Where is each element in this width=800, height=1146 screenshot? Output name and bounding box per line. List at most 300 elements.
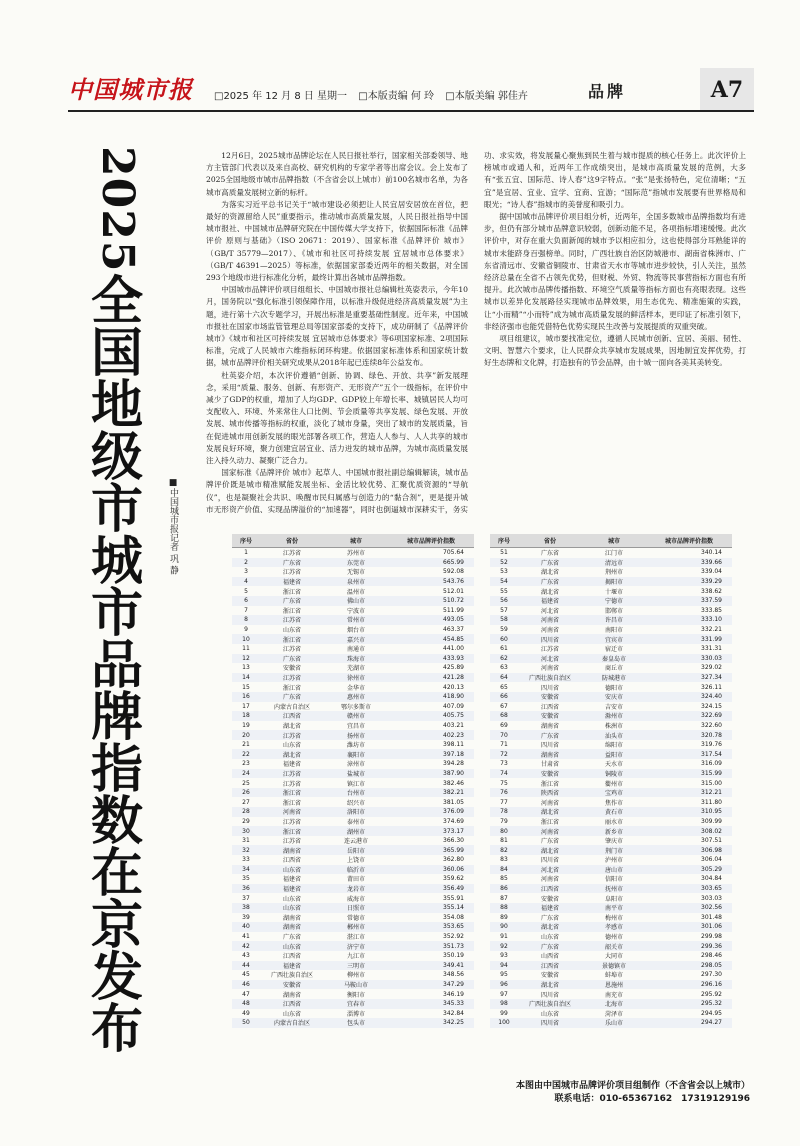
province-cell: 浙江省: [282, 684, 301, 692]
rank-cell: 67: [500, 702, 508, 710]
city-cell: 佛山市: [324, 596, 388, 606]
province-cell: 广东省: [260, 654, 324, 664]
city-cell: 温州市: [346, 588, 365, 596]
rank-cell: 26: [232, 788, 260, 798]
table-row: [490, 769, 732, 779]
score-cell: 402.23: [388, 730, 474, 740]
rank-cell: 1: [244, 549, 248, 557]
rank-cell: 81: [500, 837, 508, 845]
score-cell: 493.05: [388, 615, 474, 625]
city-cell: 清远市: [582, 558, 646, 568]
province-cell: 湖北省: [518, 845, 582, 855]
score-cell: 310.95: [646, 807, 732, 817]
score-cell: 366.30: [443, 837, 464, 845]
rank-cell: 95: [500, 971, 508, 979]
rank-cell: 97: [500, 990, 508, 998]
city-cell: 惠州市: [324, 692, 388, 702]
city-cell: 上饶市: [346, 857, 365, 865]
province-cell: 浙江省: [260, 826, 324, 836]
score-cell: 512.01: [443, 587, 464, 595]
table-row: [490, 865, 732, 875]
city-cell: 宜宾市: [582, 634, 646, 644]
page-number: A7: [700, 68, 754, 112]
score-cell: 315.99: [646, 769, 732, 779]
score-cell: 301.06: [646, 922, 732, 932]
table-row: [232, 970, 474, 980]
rank-cell: 40: [232, 922, 260, 932]
rank-cell: 23: [242, 760, 250, 768]
rank-cell: 3: [244, 568, 248, 576]
table-row: [232, 941, 474, 951]
province-cell: 湖北省: [518, 807, 582, 817]
city-cell: 郴州市: [324, 922, 388, 932]
issue-editor: □本版责编 何 玲: [358, 91, 435, 102]
city-cell: 北海市: [582, 999, 646, 1009]
rank-cell: 22: [232, 749, 260, 759]
province-cell: 江苏省: [282, 646, 301, 654]
table-row: [232, 903, 474, 913]
rank-cell: 58: [490, 615, 518, 625]
rank-cell: 31: [242, 837, 250, 845]
article-paragraph: 国家标准《品牌评价 城市》起草人、中国城市报社副总编辑解读，城市品牌评价既是城市精准赋能发展坐标、金活比较优势、汇聚优质资源的“导航仪”，也是凝聚社会共识、唤醒市民归属感与创造力的“黏合剂”，更是提升城市无形资产价值、实现品牌溢价的“加速器”，同时也倒逼城市深耕实干，务实功、求实效，将发展量心聚焦到民生着与城市提质的核心任务上。此次评价上榜城市或通人和，近两年工作成绩突出，是城市高质量发展的范例，大多有“张五宜、国际范、诗人春”这9字特点。“张”是张扬特色，定位清晰；“五宜”是宜居、宜业、宜学、宜商、宜游；“国际范”指城市发展要有世界格局和眼光；“诗人春”指城市的美誉度和吸引力。: [206, 151, 746, 514]
province-cell: 江苏省: [540, 646, 559, 654]
province-cell: 山东省: [282, 742, 301, 750]
rank-cell: 18: [232, 711, 260, 721]
province-cell: 山东省: [540, 1010, 559, 1018]
city-cell: 芜湖市: [346, 665, 365, 673]
rank-cell: 55: [500, 587, 508, 595]
column-header: 序号: [232, 534, 260, 548]
table-row: [232, 980, 474, 990]
score-cell: 337.59: [646, 596, 732, 606]
city-cell: 秦皇岛市: [582, 654, 646, 664]
province-cell: 浙江省: [282, 588, 301, 596]
province-cell: 广东省: [282, 934, 301, 942]
province-cell: 浙江省: [260, 634, 324, 644]
table-row: [490, 874, 732, 884]
city-cell: 宜春市: [324, 999, 388, 1009]
score-cell: 342.84: [443, 1009, 464, 1017]
rank-cell: 33: [242, 856, 250, 864]
province-cell: 广西壮族自治区: [518, 673, 582, 683]
footer-note: [480, 1080, 750, 1106]
table-row: [232, 673, 474, 683]
table-row: [232, 596, 474, 606]
province-cell: 江西省: [260, 711, 324, 721]
rank-cell: 25: [242, 779, 250, 787]
rank-cell: 62: [490, 654, 518, 664]
city-cell: 淄博市: [346, 1010, 365, 1018]
column-header: 省份: [260, 534, 324, 548]
city-cell: 龙岩市: [324, 884, 388, 894]
city-cell: 南平市: [582, 903, 646, 913]
score-cell: 355.14: [388, 903, 474, 913]
score-cell: 405.75: [388, 711, 474, 721]
province-cell: 福建省: [518, 903, 582, 913]
city-cell: 荆州市: [604, 569, 623, 577]
table-row: [232, 788, 474, 798]
province-cell: 湖北省: [540, 569, 559, 577]
table-row: [232, 989, 474, 999]
province-cell: 山东省: [260, 941, 324, 951]
province-cell: 湖北省: [540, 588, 559, 596]
score-cell: 374.69: [443, 817, 464, 825]
rank-cell: 24: [232, 769, 260, 779]
table-row: [232, 759, 474, 769]
province-cell: 江苏省: [260, 673, 324, 683]
city-cell: 乐山市: [582, 1018, 646, 1028]
province-cell: 江苏省: [260, 769, 324, 779]
table-row: [232, 1018, 474, 1028]
province-cell: 浙江省: [540, 780, 559, 788]
city-cell: 许昌市: [582, 615, 646, 625]
table-row: [490, 913, 732, 923]
score-cell: 322.60: [701, 721, 722, 729]
city-cell: 泉州市: [324, 577, 388, 587]
city-cell: 柳州市: [346, 972, 365, 980]
city-cell: 湛江市: [346, 934, 365, 942]
province-cell: 广东省: [260, 596, 324, 606]
score-cell: 463.37: [443, 626, 464, 634]
province-cell: 四川省: [518, 634, 582, 644]
article-paragraph: 杜英姿介绍，本次评价遵循“创新、协调、绿色、开放、共享”新发展理念，采用“质量、服务、创新、有形资产、无形资产”五个一级指标，在评价中减少了GDP的权重，增加了人均GDP、GDP较上年增长率、城镇居民人均可支配收入、环境、外来常住人口比例、节会质量等共享发展、绿色发展、开放发展、城市传播等指标的权重，淡化了城市身量，突出了城市的发展质量，旨在促进城市用创新发展的眼光部署各项工作，营造人人参与、人人共享的城市发展良好环境，聚力创建宜居宜业、活力迸发的城市品牌，为城市高质量发展注入持久动力、凝聚广泛合力。: [206, 370, 468, 466]
city-cell: 盐城市: [324, 769, 388, 779]
table-row: [490, 749, 732, 759]
table-row: [490, 788, 732, 798]
province-cell: 浙江省: [260, 788, 324, 798]
score-cell: 307.51: [701, 837, 722, 845]
score-cell: 387.90: [388, 769, 474, 779]
city-cell: 常德市: [346, 914, 365, 922]
rank-cell: 5: [244, 587, 248, 595]
province-cell: 福建省: [282, 761, 301, 769]
rank-cell: 54: [490, 577, 518, 587]
table-row: [232, 817, 474, 827]
province-cell: 广东省: [518, 941, 582, 951]
rank-cell: 91: [500, 933, 508, 941]
score-cell: 365.99: [388, 845, 474, 855]
score-cell: 510.72: [388, 596, 474, 606]
score-cell: 297.30: [701, 971, 722, 979]
rank-cell: 100: [490, 1018, 518, 1028]
province-cell: 安徽省: [540, 895, 559, 903]
rank-cell: 28: [232, 807, 260, 817]
rank-cell: 92: [490, 941, 518, 951]
rank-cell: 88: [490, 903, 518, 913]
province-cell: 湖北省: [260, 749, 324, 759]
province-cell: 四川省: [540, 684, 559, 692]
rank-cell: 30: [232, 826, 260, 836]
score-cell: 397.18: [388, 749, 474, 759]
score-cell: 511.99: [443, 606, 464, 614]
table-row: [490, 836, 732, 846]
city-cell: 南充市: [604, 991, 623, 999]
city-cell: 南通市: [346, 646, 365, 654]
table-row: [232, 586, 474, 596]
city-cell: 嘉兴市: [324, 634, 388, 644]
table-row: [490, 797, 732, 807]
city-cell: 荆门市: [582, 845, 646, 855]
city-cell: 东莞市: [324, 558, 388, 568]
score-cell: 454.85: [388, 634, 474, 644]
rank-cell: 42: [232, 941, 260, 951]
score-cell: 333.85: [701, 606, 722, 614]
article-paragraph: 为落实习近平总书记关于“城市建设必须把让人民宜居安居放在首位，把最好的资源留给人民”重要指示，推动城市高质量发展，人民日报社指导中国城市报社、中国城市品牌研究院在中国传媒大学支持下，依据国际标准《品牌评价 原则与基础》（ISO 20671：2019）、国家标准《品牌评价 城市》（GB/T 35779—2017）、《城市和社区可持续发展 宜居城市总体要求》（GB/T 46391—2025）等标准，依据国家部委近两年的相关数据，对全国293个地级市进行标准化分析，最终计算出各城市品牌指数。: [206, 199, 468, 283]
score-cell: 295.92: [701, 990, 722, 998]
score-cell: 294.95: [701, 1009, 722, 1017]
province-cell: 湖南省: [518, 749, 582, 759]
city-cell: 潍坊市: [346, 742, 365, 750]
rank-cell: 79: [500, 817, 508, 825]
city-cell: 包头市: [324, 1018, 388, 1028]
table-row: [490, 951, 732, 961]
table-row: [490, 711, 732, 721]
rank-cell: 48: [232, 999, 260, 1009]
score-cell: 665.99: [388, 558, 474, 568]
province-cell: 广东省: [518, 730, 582, 740]
rank-cell: 80: [490, 826, 518, 836]
score-cell: 317.54: [646, 749, 732, 759]
city-cell: 连云港市: [343, 838, 368, 846]
rank-cell: 78: [490, 807, 518, 817]
province-cell: 内蒙古自治区: [273, 703, 310, 711]
rank-cell: 57: [500, 606, 508, 614]
score-cell: 418.90: [388, 692, 474, 702]
table-row: [232, 644, 474, 654]
province-cell: 四川省: [540, 991, 559, 999]
score-cell: 329.02: [701, 664, 722, 672]
table-row: [490, 759, 732, 769]
rank-cell: 46: [232, 980, 260, 990]
city-cell: 宁德市: [582, 596, 646, 606]
score-cell: 352.92: [443, 933, 464, 941]
score-cell: 332.21: [701, 626, 722, 634]
article-paragraph: 中国城市品牌评价项目组组长、中国城市报社总编辑杜英姿表示，今年10月，国务院以“强化标准引领保障作用，以标准升级促进经济高质量发展”为主题，进行第十六次专题学习，开展出标准是重要基础性制度。近年来，中国城市报社在国家市场监管管理总局等国家部委的支持下，成功研制了《品牌评价 城市》《城市和社区可持续发展 宜居城市总体要求》等6项国家标准、2项国际标准，完成了人民城市六维指标闭环构建。依据国家标准体系和国家统计数据，城市品牌评价相关研究成果从2018年起已连续8年公益发布。: [206, 285, 468, 368]
city-cell: 苏州市: [346, 550, 365, 558]
score-cell: 304.84: [701, 875, 722, 883]
table-row: [490, 673, 732, 683]
province-cell: 四川省: [540, 742, 559, 750]
table-row: [232, 884, 474, 894]
score-cell: 340.14: [701, 549, 722, 557]
rank-cell: 85: [500, 875, 508, 883]
province-cell: 湖南省: [260, 845, 324, 855]
column-header: 省份: [518, 534, 582, 548]
city-cell: 马鞍山市: [324, 980, 388, 990]
city-cell: 徐州市: [324, 673, 388, 683]
table-row: [232, 913, 474, 923]
city-cell: 临沂市: [324, 865, 388, 875]
rank-cell: 89: [500, 913, 508, 921]
score-cell: 351.73: [388, 941, 474, 951]
province-cell: 广西壮族自治区: [270, 972, 313, 980]
city-cell: 鄂尔多斯市: [340, 703, 371, 711]
table-row: [232, 807, 474, 817]
city-cell: 黄石市: [582, 807, 646, 817]
table-row: [232, 961, 474, 971]
score-cell: 303.03: [701, 894, 722, 902]
table-row: [232, 577, 474, 587]
city-cell: 吉安市: [604, 703, 623, 711]
table-row: [232, 769, 474, 779]
rank-cell: 12: [232, 654, 260, 664]
table-row: [490, 1018, 732, 1028]
province-cell: 广东省: [260, 692, 324, 702]
table-row: [490, 692, 732, 702]
province-cell: 安徽省: [518, 711, 582, 721]
footer-credit: 本图由中国城市品牌评价项目组制作（不含省会以上城市）: [515, 1081, 750, 1091]
city-cell: 金华市: [346, 684, 365, 692]
table-row: [490, 961, 732, 971]
city-cell: 大同市: [604, 953, 623, 961]
score-cell: 322.69: [646, 711, 732, 721]
score-cell: 309.99: [701, 817, 722, 825]
table-row: [490, 586, 732, 596]
city-cell: 孝感市: [582, 922, 646, 932]
score-cell: 543.76: [388, 577, 474, 587]
province-cell: 江苏省: [260, 615, 324, 625]
city-cell: 新乡市: [582, 826, 646, 836]
province-cell: 河南省: [518, 615, 582, 625]
city-cell: 襄阳市: [324, 749, 388, 759]
province-cell: 安徽省: [518, 692, 582, 702]
score-cell: 348.56: [443, 971, 464, 979]
rank-cell: 36: [232, 884, 260, 894]
score-cell: 403.21: [443, 721, 464, 729]
city-cell: 绵阳市: [604, 742, 623, 750]
score-cell: 338.62: [701, 587, 722, 595]
rank-cell: 56: [490, 596, 518, 606]
province-cell: 江苏省: [282, 818, 301, 826]
ranking-table-left: [232, 534, 474, 1028]
province-cell: 江西省: [518, 961, 582, 971]
city-cell: 宿迁市: [604, 646, 623, 654]
table-row: [490, 845, 732, 855]
rank-cell: 75: [500, 779, 508, 787]
province-cell: 河南省: [540, 665, 559, 673]
rank-cell: 76: [490, 788, 518, 798]
score-cell: 356.49: [388, 884, 474, 894]
table-header-row: [232, 534, 474, 548]
rank-cell: 94: [490, 961, 518, 971]
rank-cell: 71: [500, 741, 508, 749]
score-cell: 331.31: [701, 645, 722, 653]
rank-cell: 45: [242, 971, 250, 979]
rank-cell: 8: [232, 615, 260, 625]
table-row: [232, 749, 474, 759]
rank-cell: 60: [490, 634, 518, 644]
column-header: 城市品牌评价指数: [646, 534, 732, 548]
score-cell: 299.98: [701, 933, 722, 941]
city-cell: 泰州市: [346, 818, 365, 826]
city-cell: 防城港市: [582, 673, 646, 683]
table-row: [232, 740, 474, 750]
rank-cell: 98: [490, 999, 518, 1009]
rank-cell: 9: [244, 626, 248, 634]
rank-cell: 52: [490, 558, 518, 568]
rank-cell: 99: [500, 1009, 508, 1017]
province-cell: 江西省: [282, 953, 301, 961]
city-cell: 泸州市: [604, 857, 623, 865]
province-cell: 河南省: [540, 799, 559, 807]
province-cell: 内蒙古自治区: [260, 1018, 324, 1028]
score-cell: 324.40: [646, 692, 732, 702]
score-cell: 394.28: [443, 760, 464, 768]
table-row: [490, 980, 732, 990]
ranking-table-left-body: [232, 548, 474, 1028]
score-cell: 320.78: [646, 730, 732, 740]
table-row: [490, 999, 732, 1009]
city-cell: 菏泽市: [604, 1010, 623, 1018]
score-cell: 350.19: [443, 952, 464, 960]
rank-cell: 27: [242, 798, 250, 806]
province-cell: 山东省: [282, 1010, 301, 1018]
score-cell: 376.09: [388, 807, 474, 817]
table-row: [232, 845, 474, 855]
table-row: [232, 606, 474, 616]
score-cell: 398.11: [443, 741, 464, 749]
table-row: [490, 682, 732, 692]
city-cell: 株洲市: [604, 722, 623, 730]
city-cell: 唐山市: [582, 865, 646, 875]
score-cell: 373.17: [388, 826, 474, 836]
city-cell: 恩施州: [582, 980, 646, 990]
city-cell: 汕头市: [582, 730, 646, 740]
table-row: [490, 606, 732, 616]
province-cell: 江苏省: [282, 780, 301, 788]
rank-cell: 10: [232, 634, 260, 644]
score-cell: 407.09: [443, 702, 464, 710]
province-cell: 浙江省: [282, 607, 301, 615]
city-cell: 威海市: [346, 895, 365, 903]
city-cell: 宝鸡市: [582, 788, 646, 798]
province-cell: 河南省: [518, 826, 582, 836]
score-cell: 382.46: [443, 779, 464, 787]
city-cell: 南阳市: [604, 627, 623, 635]
city-cell: 梅州市: [604, 914, 623, 922]
rank-cell: 47: [242, 990, 250, 998]
province-cell: 安徽省: [518, 769, 582, 779]
table-row: [232, 692, 474, 702]
province-cell: 山东省: [260, 865, 324, 875]
rank-cell: 20: [232, 730, 260, 740]
score-cell: 346.19: [443, 990, 464, 998]
province-cell: 福建省: [518, 596, 582, 606]
province-cell: 浙江省: [540, 818, 559, 826]
province-cell: 福建省: [260, 961, 324, 971]
rank-cell: 44: [232, 961, 260, 971]
province-cell: 安徽省: [260, 980, 324, 990]
rank-cell: 17: [242, 702, 250, 710]
byline: ■中国城市报记者 巩 静: [168, 478, 178, 575]
table-row: [232, 951, 474, 961]
table-row: [232, 778, 474, 788]
score-cell: 311.80: [701, 798, 722, 806]
province-cell: 河南省: [540, 627, 559, 635]
city-cell: 湖州市: [324, 826, 388, 836]
score-cell: 326.11: [701, 683, 722, 691]
table-row: [490, 548, 732, 558]
rank-cell: 96: [490, 980, 518, 990]
article-paragraph: 据中国城市品牌评价项目组分析，近两年，全国多数城市品牌指数均有进步，但仍有部分城市品牌意识较弱，创新动能不足，各项指标增速缓慢。此次评价中，对存在重大负面新闻的城市予以相应扣分，这也使得部分耳熟能详的城市未能跻身百强榜单。同时，广西壮族自治区防城港市、湖南省株洲市、广东省清远市、安徽省铜陵市、甘肃省天水市等城市进步较快，引人关注，虽然经济总量在全省不占领先优势，但财税、外贸、物流等民事营指标方面也有所提升。此次城市品牌传播指数、环境空气质量等指标方面也有亮眼表现。这些城市以差异化发展路径实现城市品牌效果，用生态优先、精准施策的实践，让“小而精”“小而特”成为城市高质量发展的鲜活样本，更印证了标准引领下，非经济强市也能凭借特色优势实现民生改善与发展提质的双重突破。: [484, 212, 746, 331]
province-cell: 福建省: [260, 577, 324, 587]
table-row: [490, 826, 732, 836]
province-cell: 江西省: [518, 884, 582, 894]
ranking-table-right-body: [490, 548, 732, 1028]
table-row: [490, 634, 732, 644]
score-cell: 331.99: [646, 634, 732, 644]
city-cell: 蚌埠市: [604, 972, 623, 980]
